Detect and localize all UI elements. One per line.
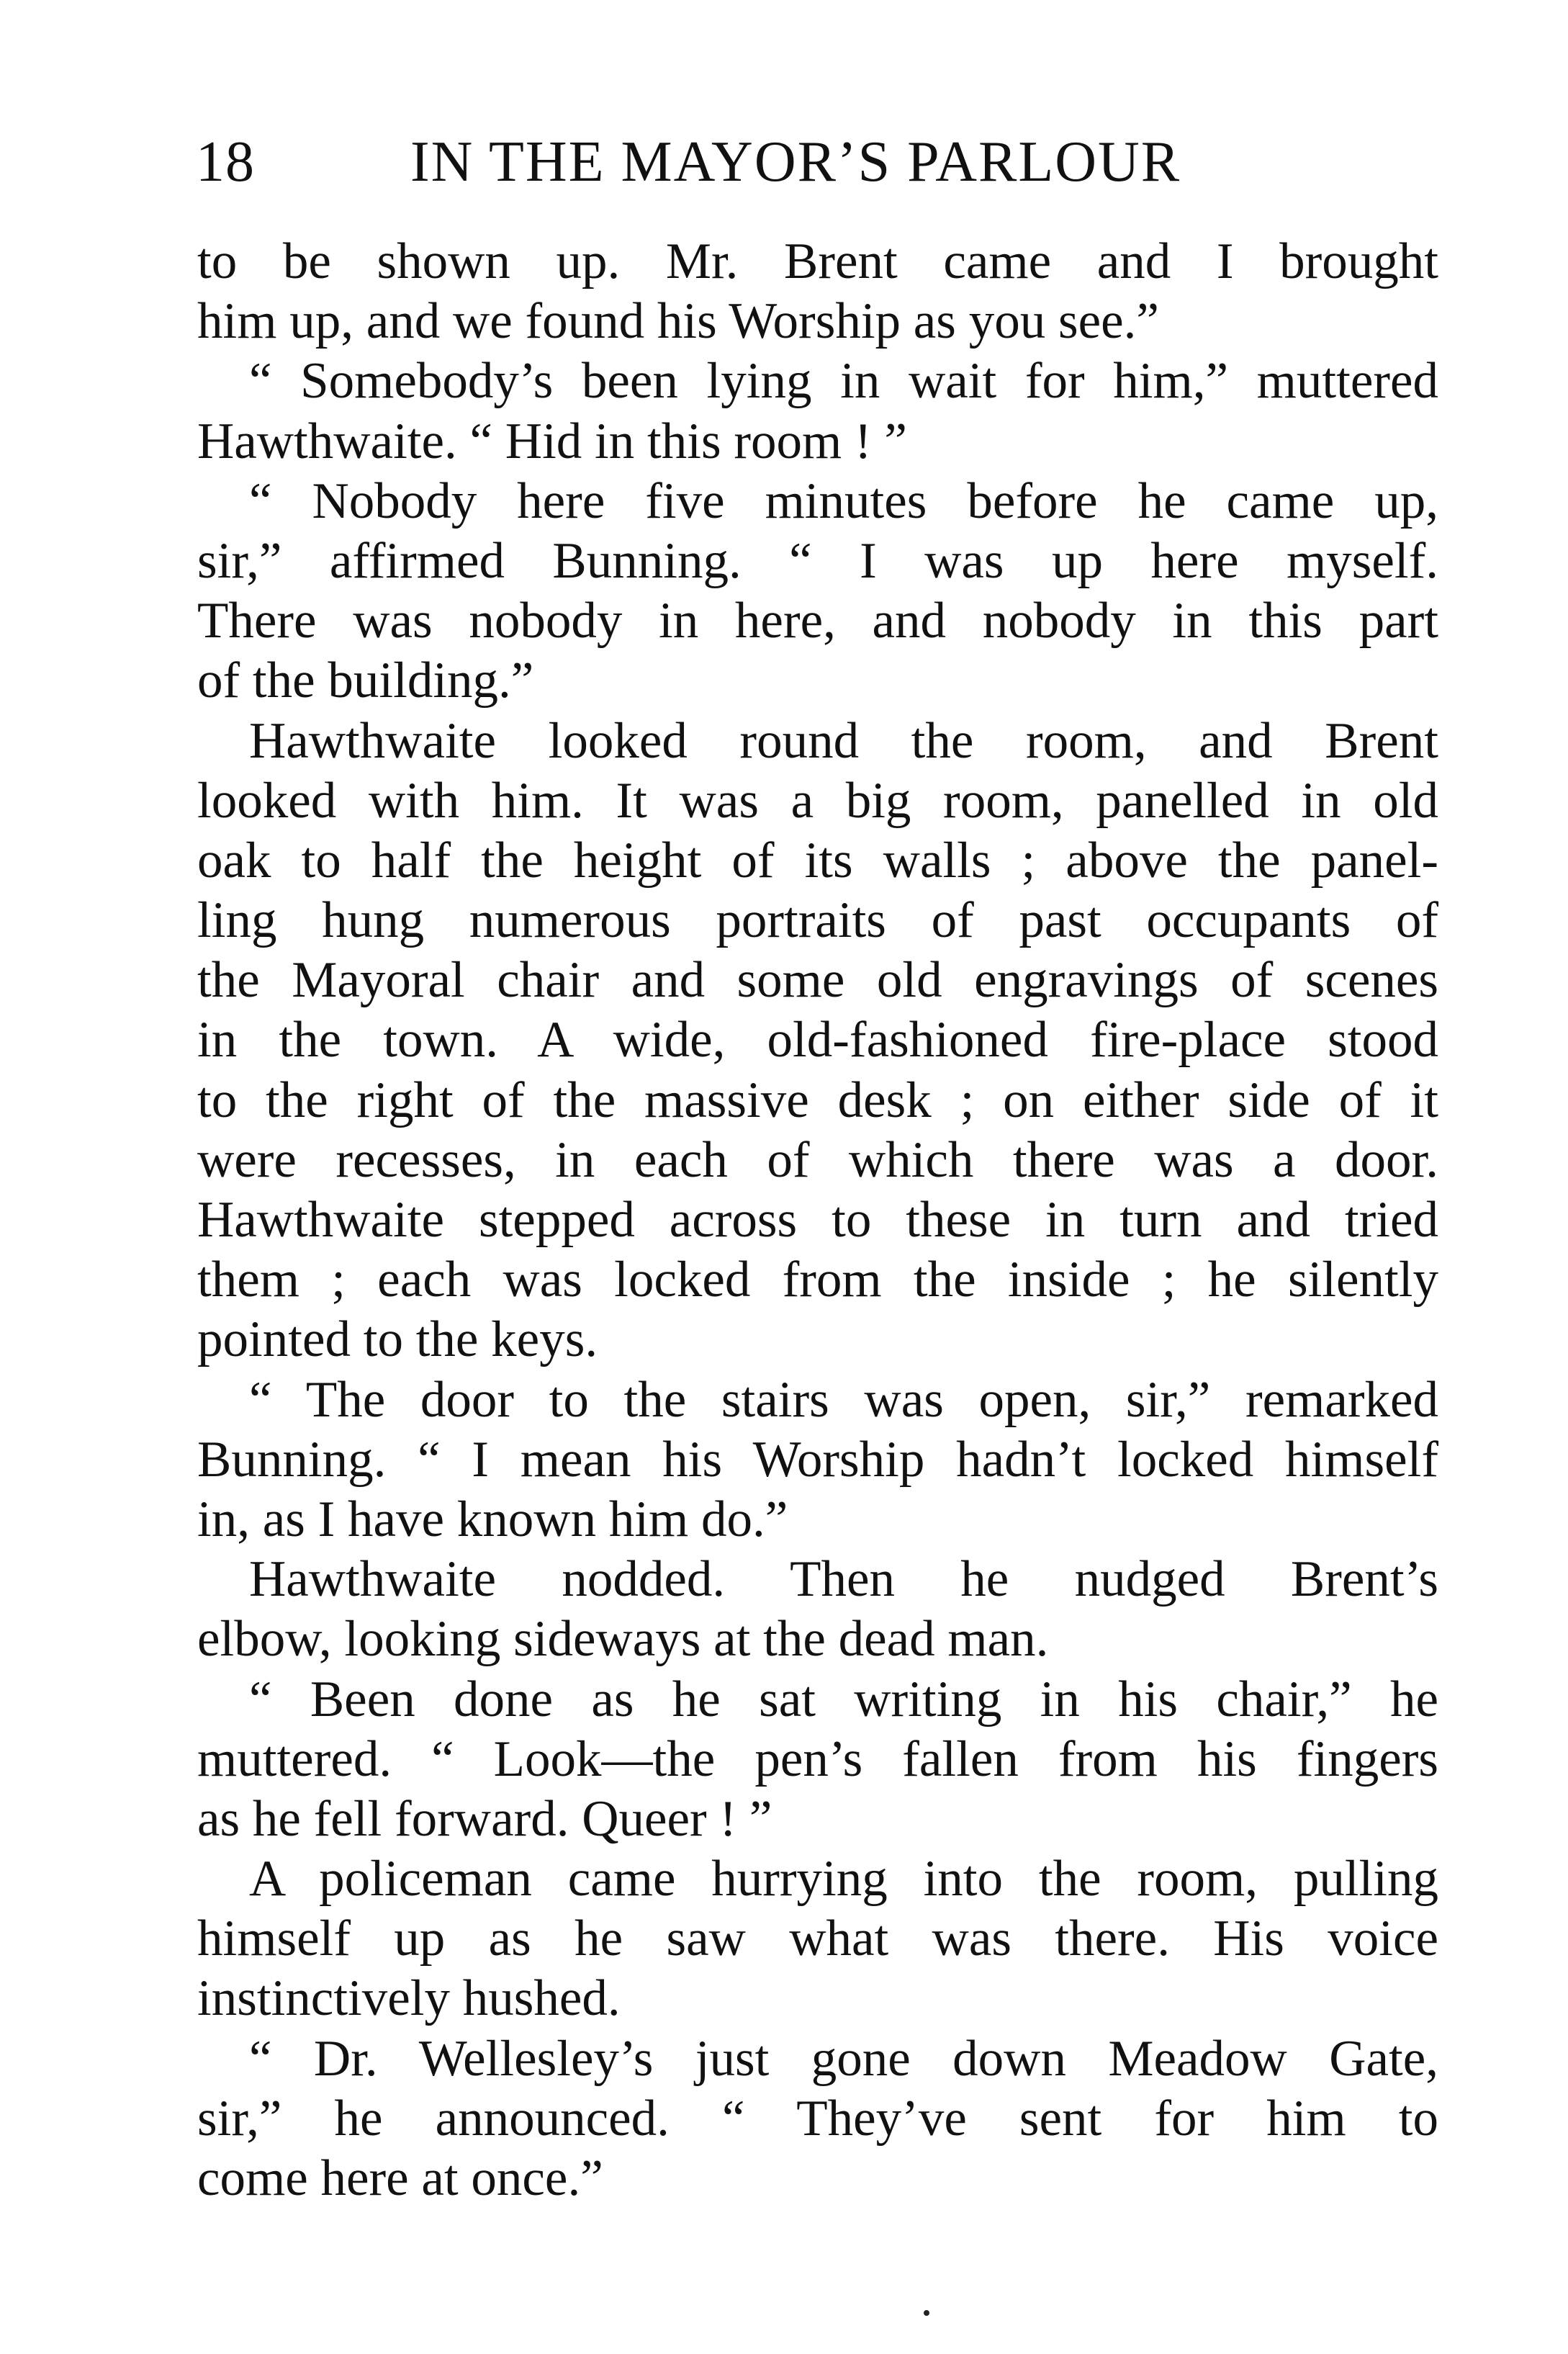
text-line: “ Dr. Wellesley’s just gone down Meadow Gate, (249, 2030, 1438, 2087)
page-number: 18 (196, 130, 255, 194)
text-line: come here at once.” (197, 2150, 603, 2206)
text-line: “ Somebody’s been lying in wait for him,” muttered (249, 353, 1438, 410)
text-line: in, as I have known him do.” (197, 1491, 788, 1547)
body-text (197, 232, 1438, 2209)
text-line: Hawthwaite nodded. Then he nudged Brent’s (249, 1551, 1438, 1608)
text-line: pointed to the keys. (197, 1311, 598, 1368)
text-line: instinctively hushed. (197, 1970, 621, 2027)
text-line: in the town. A wide, old-fashioned fire-place stood (197, 1012, 1438, 1069)
text-line: were recesses, in each of which there was a door. (197, 1131, 1438, 1188)
text-line: There was nobody in here, and nobody in this part (197, 593, 1438, 650)
text-line: looked with him. It was a big room, panelled in old (197, 772, 1438, 829)
text-line: muttered. “ Look—the pen’s fallen from his fingers (197, 1730, 1438, 1787)
text-line: himself up as he saw what was there. His voice (197, 1910, 1438, 1967)
text-line: Hawthwaite looked round the room, and Brent (249, 712, 1438, 769)
text-line: A policeman came hurrying into the room, pulling (249, 1851, 1438, 1908)
text-line: “ Been done as he sat writing in his chair,” he (249, 1671, 1438, 1728)
text-line: “ Nobody here five minutes before he came up, (249, 472, 1438, 529)
text-line: sir,” affirmed Bunning. “ I was up here myself. (197, 532, 1438, 589)
text-line: of the building.” (197, 652, 534, 709)
running-head (196, 119, 1420, 205)
text-line: the Mayoral chair and some old engravings of scenes (197, 952, 1438, 1009)
text-line: sir,” he announced. “ They’ve sent for him to (197, 2090, 1438, 2147)
running-title: IN THE MAYOR’S PARLOUR (410, 130, 1181, 194)
text-line: Hawthwaite. “ Hid in this room ! ” (197, 413, 907, 470)
text-line: elbow, looking sideways at the dead man. (197, 1611, 1049, 1668)
text-line: to the right of the massive desk ; on either side of it (197, 1072, 1438, 1128)
text-line: ling hung numerous portraits of past occupants of (197, 892, 1438, 949)
print-speck (924, 2310, 929, 2316)
text-line: Hawthwaite stepped across to these in turn and tried (197, 1192, 1438, 1248)
text-line: as he fell forward. Queer ! ” (197, 1790, 772, 1847)
text-line: “ The door to the stairs was open, sir,” remarked (249, 1371, 1438, 1428)
text-line: him up, and we found his Worship as you see.” (197, 293, 1159, 350)
text-line: oak to half the height of its walls ; above the panel- (197, 832, 1438, 889)
text-line: Bunning. “ I mean his Worship hadn’t locked himself (197, 1431, 1438, 1488)
text-line: them ; each was locked from the inside ; he silently (197, 1252, 1438, 1308)
text-line: to be shown up. Mr. Brent came and I brought (197, 233, 1438, 289)
